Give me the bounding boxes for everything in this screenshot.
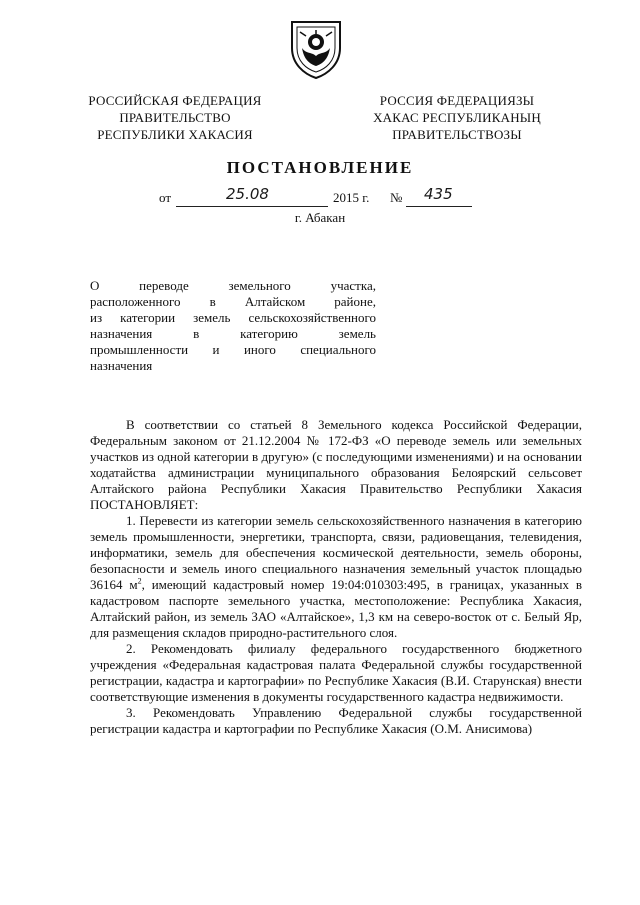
header-right-line: ПРАВИТЕЛЬСТВОЗЫ <box>392 127 522 142</box>
header-left-line: РОССИЙСКАЯ ФЕДЕРАЦИЯ <box>88 93 262 108</box>
header-right-line: ХАКАС РЕСПУБЛИКАНЫҢ <box>373 110 541 125</box>
subject-line: промышленности и иного специального <box>90 342 376 357</box>
year-label: 2015 г. <box>333 190 370 205</box>
subject-line: расположенного в Алтайском районе, <box>90 294 376 309</box>
header-left-block <box>70 92 280 143</box>
item-1-text: 1. Перевести из категории земель сельскохозяйственного назначения в категорию земель промышленности, энергетики, транспорта, связи, радиовещания, телевидения, информатики, земель для обеспечения космической деятельности, земель обороны, безопасности и земель иного специального назначения земельный участок площадью 36164 м <box>90 513 582 592</box>
item-1-paragraph <box>90 513 582 641</box>
area-unit-superscript: 2 <box>137 576 142 586</box>
intro-paragraph: В соответствии со статьей 8 Земельного кодекса Российской Федерации, Федеральным законом от 21.12.2004 № 172-ФЗ «О переводе земель или земельных участков из одной категории в другую» (с последующими изменениями) и на основании ходатайства администрации муниципального образования Белоярский сельсовет Алтайского района Республики Хакасия Правительство Республики Хакасия ПОСТАНОВЛЯЕТ: <box>90 417 582 512</box>
handwritten-date: 25.08 <box>226 185 269 203</box>
subject-line: О переводе земельного участка, <box>90 278 376 293</box>
subject-line: из категории земель сельскохозяйственного <box>90 310 376 325</box>
header-left-line: РЕСПУБЛИКИ ХАКАСИЯ <box>97 127 253 142</box>
from-label: от <box>159 190 172 205</box>
header-right-block <box>352 92 562 143</box>
handwritten-number: 435 <box>424 185 453 203</box>
item-1-text-cont: , имеющий кадастровый номер 19:04:010303:495, в границах, указанных в кадастровом паспорте земельного участка, местоположение: Республика Хакасия, Алтайский район, из земель ЗАО «Алтайское», 1,3 км на северо-восток от с. Белый Яр, для размещения складов природно-растительного слоя. <box>90 577 582 640</box>
header-left-line: ПРАВИТЕЛЬСТВО <box>119 110 231 125</box>
item-2-paragraph: 2. Рекомендовать филиалу федерального государственного бюджетного учреждения «Федеральная кадастровая палата Федеральной службы государственной регистрации, кадастра и картографии» по Республике Хакасия (В.И. Старунская) внести соответствующие изменения в документы государственного кадастра недвижимости. <box>90 641 582 704</box>
header-right-line: РОССИЯ ФЕДЕРАЦИЯЗЫ <box>379 93 535 108</box>
body-text <box>90 417 582 737</box>
date-number-line <box>0 185 640 212</box>
subject-line: назначения <box>90 358 153 373</box>
item-3-paragraph: 3. Рекомендовать Управлению Федеральной службы государственной регистрации кадастра и картографии по Республике Хакасия (О.М. Анисимова) <box>90 705 582 736</box>
subject-line: назначения в категорию земель <box>90 326 376 341</box>
number-label: № <box>390 190 403 205</box>
coat-of-arms-emblem <box>288 18 344 80</box>
number-underline <box>406 206 472 207</box>
date-underline <box>176 206 328 207</box>
document-title: ПОСТАНОВЛЕНИЕ <box>226 158 414 177</box>
subject-block <box>90 278 376 374</box>
city-label: г. Абакан <box>294 210 346 225</box>
